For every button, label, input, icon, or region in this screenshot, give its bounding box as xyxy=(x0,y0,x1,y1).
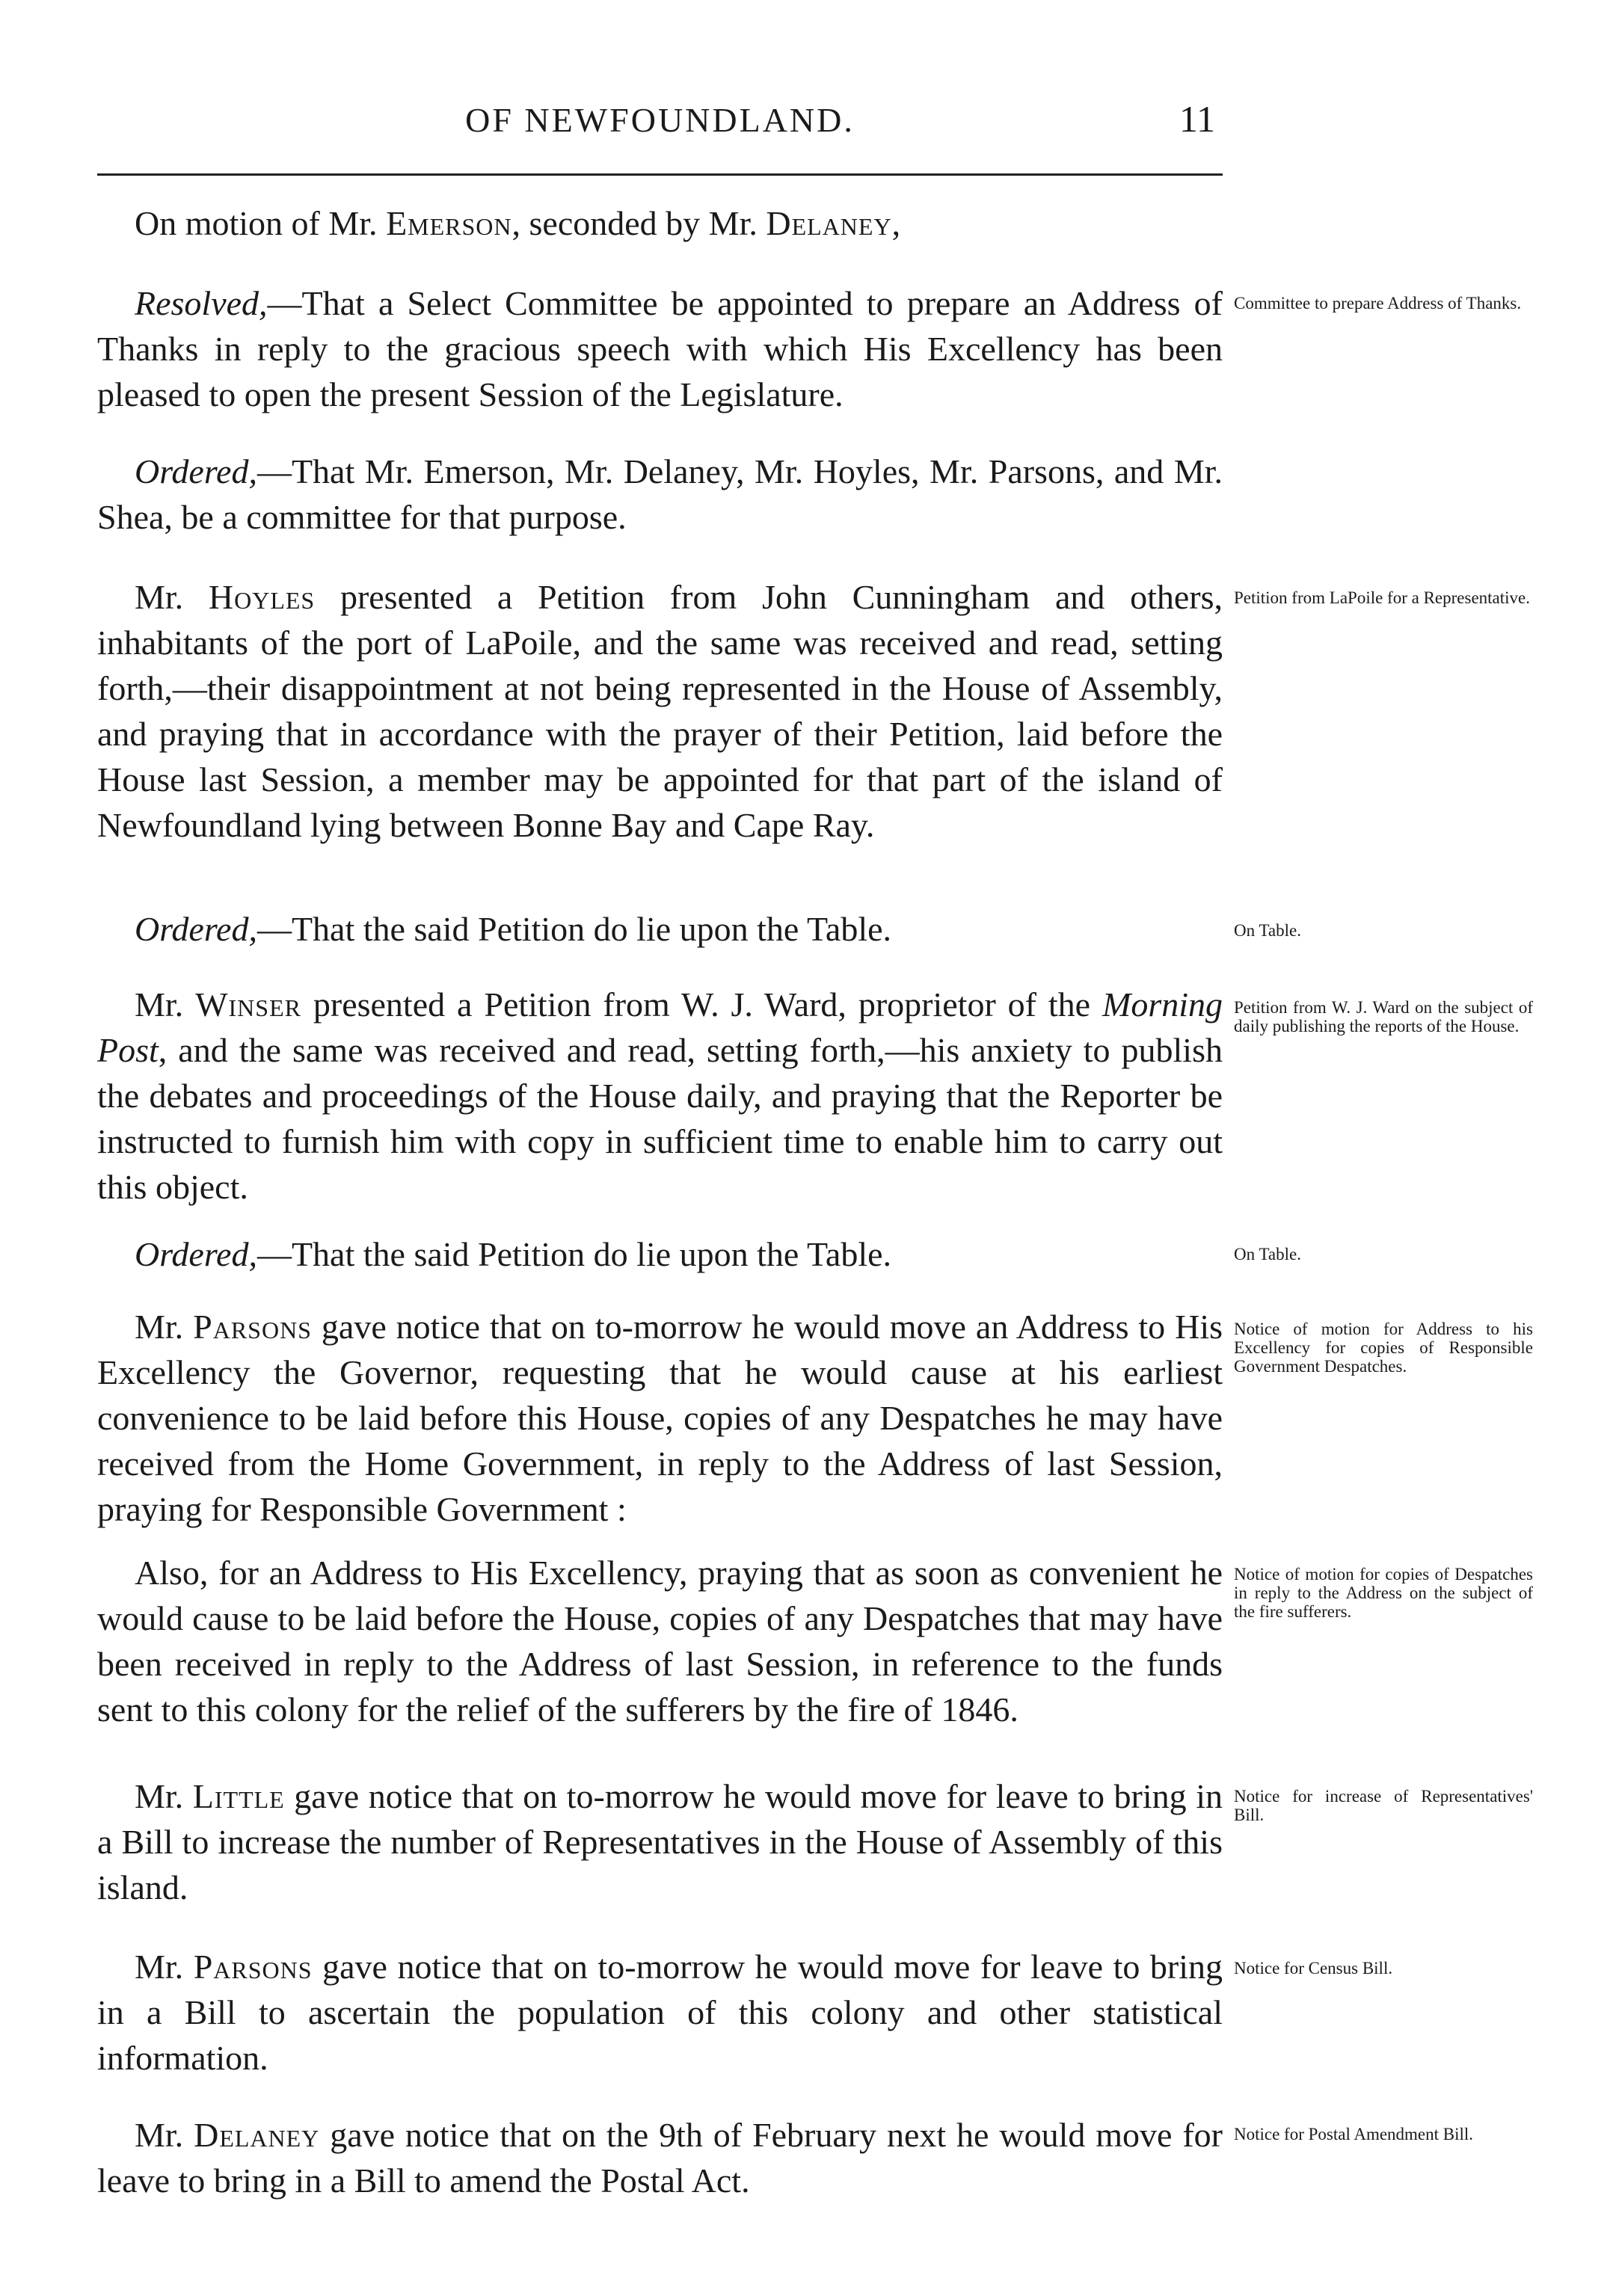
text-run: —That Mr. Emerson, Mr. Delaney, Mr. Hoyles, Mr. Parsons, and Mr. Shea, be a committee for that purpose. xyxy=(97,452,1223,536)
text-run: Mr. xyxy=(135,578,209,616)
margin-note: Petition from LaPoile for a Representative. xyxy=(1234,588,1530,607)
paragraph-postal-notice xyxy=(97,2112,1223,2203)
paragraph-winser-petition xyxy=(97,982,1223,1210)
margin-note: On Table. xyxy=(1234,921,1301,940)
text-run: Mr. xyxy=(135,985,196,1024)
paragraph-ordered-table-1 xyxy=(97,906,1223,952)
text-run: , xyxy=(891,204,901,242)
ordered-label: Ordered, xyxy=(135,910,257,948)
member-name: Emerson xyxy=(386,204,512,242)
page-number: 11 xyxy=(1179,98,1215,140)
member-name: Parsons xyxy=(193,1308,312,1346)
margin-note: Notice of motion for Address to his Excellency for copies of Responsible Government Despatches. xyxy=(1234,1320,1533,1376)
margin-note: Notice for Census Bill. xyxy=(1234,1959,1393,1978)
member-name: Hoyles xyxy=(208,578,316,616)
header-rule xyxy=(97,173,1223,176)
margin-note: Notice for increase of Representatives' Bill. xyxy=(1234,1787,1533,1824)
paragraph-resolved xyxy=(97,280,1223,417)
text-run: Also, for an Address to His Excellency, praying that as soon as convenient he would cause to be laid before the House, copies of any Despatches that may have been received in reply to the Address of last Session, in reference to the funds sent to this colony for the relief of the sufferers by the fire of 1846. xyxy=(97,1554,1223,1729)
text-run: gave notice that on the 9th of February next he would move for leave to bring in a Bill to amend the Postal Act. xyxy=(97,2116,1223,2200)
text-run: On motion of Mr. xyxy=(135,204,387,242)
text-run: Mr. xyxy=(135,2116,194,2154)
member-name: Winser xyxy=(195,985,301,1024)
page-header xyxy=(97,94,1223,154)
text-run: —That a Select Committee be appointed to prepare an Address of Thanks in reply to the gracious speech with which His Excellency has been pleased to open the present Session of the Legislature. xyxy=(97,284,1223,413)
text-run: presented a Petition from John Cunningham and others, inhabitants of the port of LaPoile, and the same was received and read, setting forth,—their disappointment at not being represented in the House of Assembly, and praying that in accordance with the prayer of their Petition, laid before the House last Session, a member may be appointed for that part of the island of Newfoundland lying between Bonne Bay and Cape Ray. xyxy=(97,578,1223,844)
text-run: Mr. xyxy=(135,1308,194,1346)
paragraph-fire-sufferers xyxy=(97,1550,1223,1732)
paragraph-little-notice xyxy=(97,1773,1223,1910)
paragraph-parsons-notice xyxy=(97,1304,1223,1532)
text-run: Mr. xyxy=(135,1948,194,1986)
ordered-label: Ordered, xyxy=(135,1235,257,1273)
ordered-label: Ordered, xyxy=(135,452,257,490)
text-run: gave notice that on to-morrow he would move for leave to bring in a Bill to increase the number of Representatives in the House of Assembly of this island. xyxy=(97,1777,1223,1906)
text-run: , seconded by Mr. xyxy=(511,204,766,242)
margin-note: Notice of motion for copies of Despatches in reply to the Address on the subject of the fire sufferers. xyxy=(1234,1565,1533,1621)
member-name: Little xyxy=(192,1777,285,1815)
resolved-label: Resolved, xyxy=(135,284,268,322)
paragraph-ordered-committee xyxy=(97,449,1223,540)
text-run: Mr. xyxy=(135,1777,193,1815)
margin-note: Petition from W. J. Ward on the subject of daily publishing the reports of the House. xyxy=(1234,998,1533,1035)
paragraph-hoyles-petition xyxy=(97,574,1223,848)
paragraph-motion xyxy=(97,200,1223,246)
text-run: gave notice that on to-morrow he would move an Address to His Excellency the Governor, requesting that he would cause at his earliest convenience to be laid before this House, copies of any Despatches he may have received from the Home Government, in reply to the Address of last Session, praying for Responsible Government : xyxy=(97,1308,1223,1528)
margin-note: Committee to prepare Address of Thanks. xyxy=(1234,294,1522,313)
newspaper-title: Morning Post xyxy=(97,985,1223,1069)
member-name: Delaney xyxy=(194,2116,320,2154)
text-run: —That the said Petition do lie upon the Table. xyxy=(256,1235,892,1273)
member-name: Parsons xyxy=(193,1948,313,1986)
running-title: OF NEWFOUNDLAND. xyxy=(465,101,855,139)
text-run: presented a Petition from W. J. Ward, proprietor of the xyxy=(301,985,1102,1024)
text-run: gave notice that on to-morrow he would move for leave to bring in a Bill to ascertain the population of this colony and other statistical information. xyxy=(97,1948,1223,2077)
margin-note: Notice for Postal Amendment Bill. xyxy=(1234,2125,1474,2143)
paragraph-ordered-table-2 xyxy=(97,1231,1223,1277)
paragraph-census-notice xyxy=(97,1944,1223,2081)
text-run: , and the same was received and read, setting forth,—his anxiety to publish the debates and proceedings of the House daily, and praying that the Reporter be instructed to furnish him with copy in sufficient time to enable him to carry out this object. xyxy=(97,1031,1223,1206)
member-name: Delaney xyxy=(766,204,892,242)
text-run: —That the said Petition do lie upon the Table. xyxy=(256,910,892,948)
margin-note: On Table. xyxy=(1234,1245,1301,1264)
